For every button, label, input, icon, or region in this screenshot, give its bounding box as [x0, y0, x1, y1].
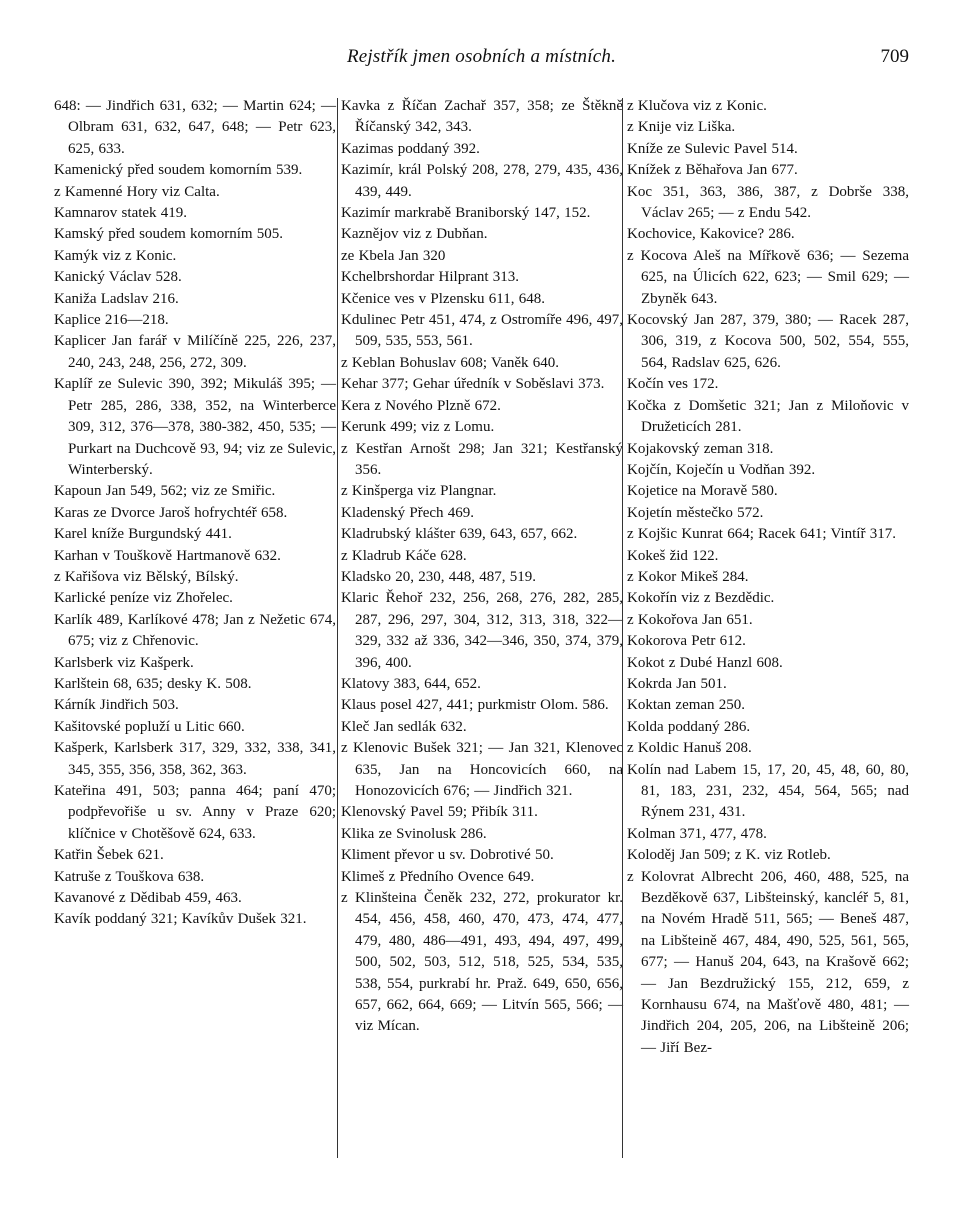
- index-entry: z Kojšic Kunrat 664; Racek 641; Vintíř 317.: [627, 526, 896, 543]
- page-header: [54, 46, 909, 74]
- index-entry: Kčenice ves v Plzensku 611, 648.: [341, 290, 545, 307]
- index-entry: Kavík poddaný 321; Kavíkův Dušek 321.: [54, 911, 307, 928]
- index-entry: Kojakovský zeman 318.: [627, 440, 774, 457]
- index-entry: Karlsberk viz Kašperk.: [54, 654, 194, 671]
- index-entry: Kazimír, král Polský 208, 278, 279, 435, 436, 439, 449.: [341, 162, 623, 200]
- index-entry: Koktan zeman 250.: [627, 697, 746, 714]
- index-entry: Kojetice na Moravě 580.: [627, 483, 778, 500]
- index-entry: Kokot z Dubé Hanzl 608.: [627, 654, 783, 671]
- index-entry: Kera z Nového Plzně 672.: [341, 397, 501, 414]
- index-entry: Kladrubský klášter 639, 643, 657, 662.: [341, 526, 578, 543]
- index-entry: Klika ze Svinolusk 286.: [341, 825, 487, 842]
- index-entry: Kaplicer Jan farář v Milíčíně 225, 226, 237, 240, 243, 248, 256, 272, 309.: [54, 333, 336, 371]
- index-entry: Karhan v Touškově Hartmanově 632.: [54, 547, 281, 564]
- index-entry: Kolman 371, 477, 478.: [627, 825, 767, 842]
- index-entry: z Kolovrat Albrecht 206, 460, 488, 525, na Bezděkově 637, Libšteinský, kancléř 5, 81, na Novém Hradě 511, 565; — Beneš 487, na Libšteině 467, 484, 490, 525, 561, 565, 677; — Hanuš 204, 643, na Krašově 662; — Jan Bezdružický 155, 212, 659, z Kornhausu 674, na Mašťově 480, 481; — Jindřich 204, 205, 206, na Libšteině 206; — Jiří Bez-: [627, 868, 909, 1056]
- page-number: 709: [880, 46, 909, 67]
- index-entry: 648: — Jindřich 631, 632; — Martin 624; — Olbram 631, 632, 647, 648; — Petr 623, 625, 633.: [54, 98, 336, 157]
- index-entry: Karas ze Dvorce Jaroš hofrychtéř 658.: [54, 504, 288, 521]
- index-entry: z Kařišova viz Bělský, Bílský.: [54, 568, 239, 585]
- index-entry: Koc 351, 363, 386, 387, z Dobrše 338, Václav 265; — z Endu 542.: [627, 183, 909, 222]
- index-entry: Karel kníže Burgundský 441.: [54, 526, 232, 543]
- index-entry: Kokrda Jan 501.: [627, 675, 727, 692]
- index-entry: z Keblan Bohuslav 608; Vaněk 640.: [341, 354, 560, 371]
- index-entry: Kleč Jan sedlák 632.: [341, 718, 467, 735]
- index-entry: Kokořín viz z Bezdědic.: [627, 590, 775, 607]
- index-entry: Kolín nad Labem 15, 17, 20, 45, 48, 60, 80, 81, 183, 231, 232, 454, 564, 565; nad Rýnem 231, 431.: [627, 761, 909, 821]
- index-entry: Knížek z Běhařova Jan 677.: [627, 162, 798, 179]
- index-entry: z Koldic Hanuš 208.: [627, 740, 752, 757]
- index-entry: Kanický Václav 528.: [54, 269, 182, 286]
- index-entry: Kaznějov viz z Dubňan.: [341, 226, 488, 243]
- index-entry: Klenovský Pavel 59; Přibík 311.: [341, 804, 538, 821]
- index-entry: Kníže ze Sulevic Pavel 514.: [627, 140, 798, 157]
- index-entry: Kojčín, Koječín u Vodňan 392.: [627, 461, 816, 478]
- index-entry: Kavanové z Dědibab 459, 463.: [54, 890, 242, 907]
- index-entry: z Kokor Mikeš 284.: [627, 568, 749, 585]
- index-entry: Kapoun Jan 549, 562; viz ze Smiřic.: [54, 483, 276, 500]
- index-entry: z Kocova Aleš na Mířkově 636; — Sezema 625, na Úlicích 622, 623; — Smil 629; — Zbyněk 643.: [627, 247, 909, 307]
- index-entry: Kochovice, Kakovice? 286.: [627, 226, 795, 243]
- index-entry: Kočka z Domšetic 321; Jan z Miloňovic v Družeticích 281.: [627, 397, 909, 436]
- index-entry: z Kladrub Káče 628.: [341, 547, 467, 564]
- index-entry: Klaric Řehoř 232, 256, 268, 276, 282, 285, 287, 296, 297, 304, 312, 313, 318, 322—329, 332 až 336, 342—346, 350, 374, 379, 396, 400.: [341, 590, 623, 671]
- index-entry: Kazimas poddaný 392.: [341, 140, 480, 157]
- index-entry: z Klučova viz z Konic.: [627, 98, 767, 114]
- index-entry: Kehar 377; Gehar úředník v Soběslavi 373.: [341, 376, 605, 393]
- index-entry: Kaniža Ladslav 216.: [54, 290, 179, 307]
- index-entry: Kamský před soudem komorním 505.: [54, 226, 284, 243]
- index-entry: Kchelbrshordar Hilprant 313.: [341, 269, 520, 286]
- index-entry: z Kamenné Hory viz Calta.: [54, 183, 220, 200]
- index-entry: Kliment převor u sv. Dobrotivé 50.: [341, 847, 554, 864]
- index-entry: Kladenský Přech 469.: [341, 504, 475, 521]
- index-entry: z Kokořova Jan 651.: [627, 611, 753, 628]
- index-entry: Kokorova Petr 612.: [627, 633, 746, 650]
- index-entry: Kocovský Jan 287, 379, 380; — Racek 287, 306, 319, z Kocova 500, 502, 554, 555, 564, Radslav 625, 626.: [627, 312, 909, 371]
- index-entry: Kašitovské popluží u Litic 660.: [54, 718, 245, 735]
- index-columns: [54, 96, 909, 1176]
- index-entry: Koloděj Jan 509; z K. viz Rotleb.: [627, 847, 831, 864]
- index-entry: Kavka z Říčan Zachař 357, 358; ze Štěkně Říčanský 342, 343.: [341, 98, 623, 136]
- index-entry: Kaplíř ze Sulevic 390, 392; Mikuláš 395; — Petr 285, 286, 338, 352, na Winterberce 309, 312, 376—378, 380-382, 450, 535; — Purkart na Duchcově 93, 94; viz ze Sulevic, Winterberský.: [54, 376, 336, 478]
- index-entry: Kateřina 491, 503; panna 464; paní 470; podpřevořiše u sv. Anny v Praze 620; klíčnice v Chotěšově 624, 633.: [54, 783, 336, 842]
- index-entry: Kdulinec Petr 451, 474, z Ostromíře 496, 497, 509, 535, 553, 561.: [341, 312, 623, 350]
- index-entry: Kazimír markrabě Braniborský 147, 152.: [341, 205, 591, 222]
- index-entry: z Klenovic Bušek 321; — Jan 321, Klenovec 635, Jan na Honcovicích 660, na Honozovicích 676; — Jindřich 321.: [341, 740, 623, 799]
- index-entry: Katruše z Touškova 638.: [54, 868, 205, 885]
- index-entry: z Knije viz Liška.: [627, 119, 736, 136]
- index-entry: z Kestřan Arnošt 298; Jan 321; Kestřanský 356.: [341, 440, 623, 478]
- index-entry: Kladsko 20, 230, 448, 487, 519.: [341, 568, 536, 585]
- index-entry: Kamýk viz z Konic.: [54, 247, 177, 264]
- index-column-1: [54, 96, 336, 931]
- index-column-3: [627, 96, 909, 1059]
- index-entry: Kárník Jindřich 503.: [54, 697, 179, 714]
- index-entry: Klimeš z Předního Ovence 649.: [341, 868, 535, 885]
- index-entry: Kočín ves 172.: [627, 376, 719, 393]
- index-entry: Kojetín městečko 572.: [627, 504, 764, 521]
- index-entry: z Kinšperga viz Plangnar.: [341, 483, 497, 500]
- index-entry: Kokeš žid 122.: [627, 547, 719, 564]
- index-entry: Katřin Šebek 621.: [54, 847, 164, 864]
- index-entry: Kaplice 216—218.: [54, 312, 169, 329]
- index-entry: Kašperk, Karlsberk 317, 329, 332, 338, 341, 345, 355, 356, 358, 362, 363.: [54, 740, 336, 778]
- column-divider: [622, 98, 623, 1158]
- index-entry: Kamenický před soudem komorním 539.: [54, 162, 303, 179]
- index-entry: Klatovy 383, 644, 652.: [341, 675, 481, 692]
- index-entry: Karlík 489, Karlíkové 478; Jan z Nežetic 674, 675; viz z Chřenovic.: [54, 611, 336, 650]
- index-entry: z Klinšteina Čeněk 232, 272, prokurator kr. 454, 456, 458, 460, 470, 473, 474, 477, 479, 480, 486—491, 493, 494, 497, 499, 500, 502, 503, 512, 518, 525, 534, 535, 538, 554, purkrabí hr. Praž. 649, 650, 656, 657, 662, 664, 669; — Litvín 565, 566; — viz Mícan.: [341, 890, 623, 1035]
- index-entry: ze Kbela Jan 320: [341, 247, 446, 264]
- index-entry: Karlické peníze viz Zhořelec.: [54, 590, 233, 607]
- index-entry: Klaus posel 427, 441; purkmistr Olom. 586.: [341, 697, 609, 714]
- index-entry: Kerunk 499; viz z Lomu.: [341, 419, 495, 436]
- index-entry: Karlštein 68, 635; desky K. 508.: [54, 675, 252, 692]
- column-divider: [337, 98, 338, 1158]
- running-title: Rejstřík jmen osobních a místních.: [346, 46, 617, 67]
- index-entry: Kamnarov statek 419.: [54, 205, 188, 222]
- index-column-2: [341, 96, 623, 1038]
- index-entry: Kolda poddaný 286.: [627, 718, 751, 735]
